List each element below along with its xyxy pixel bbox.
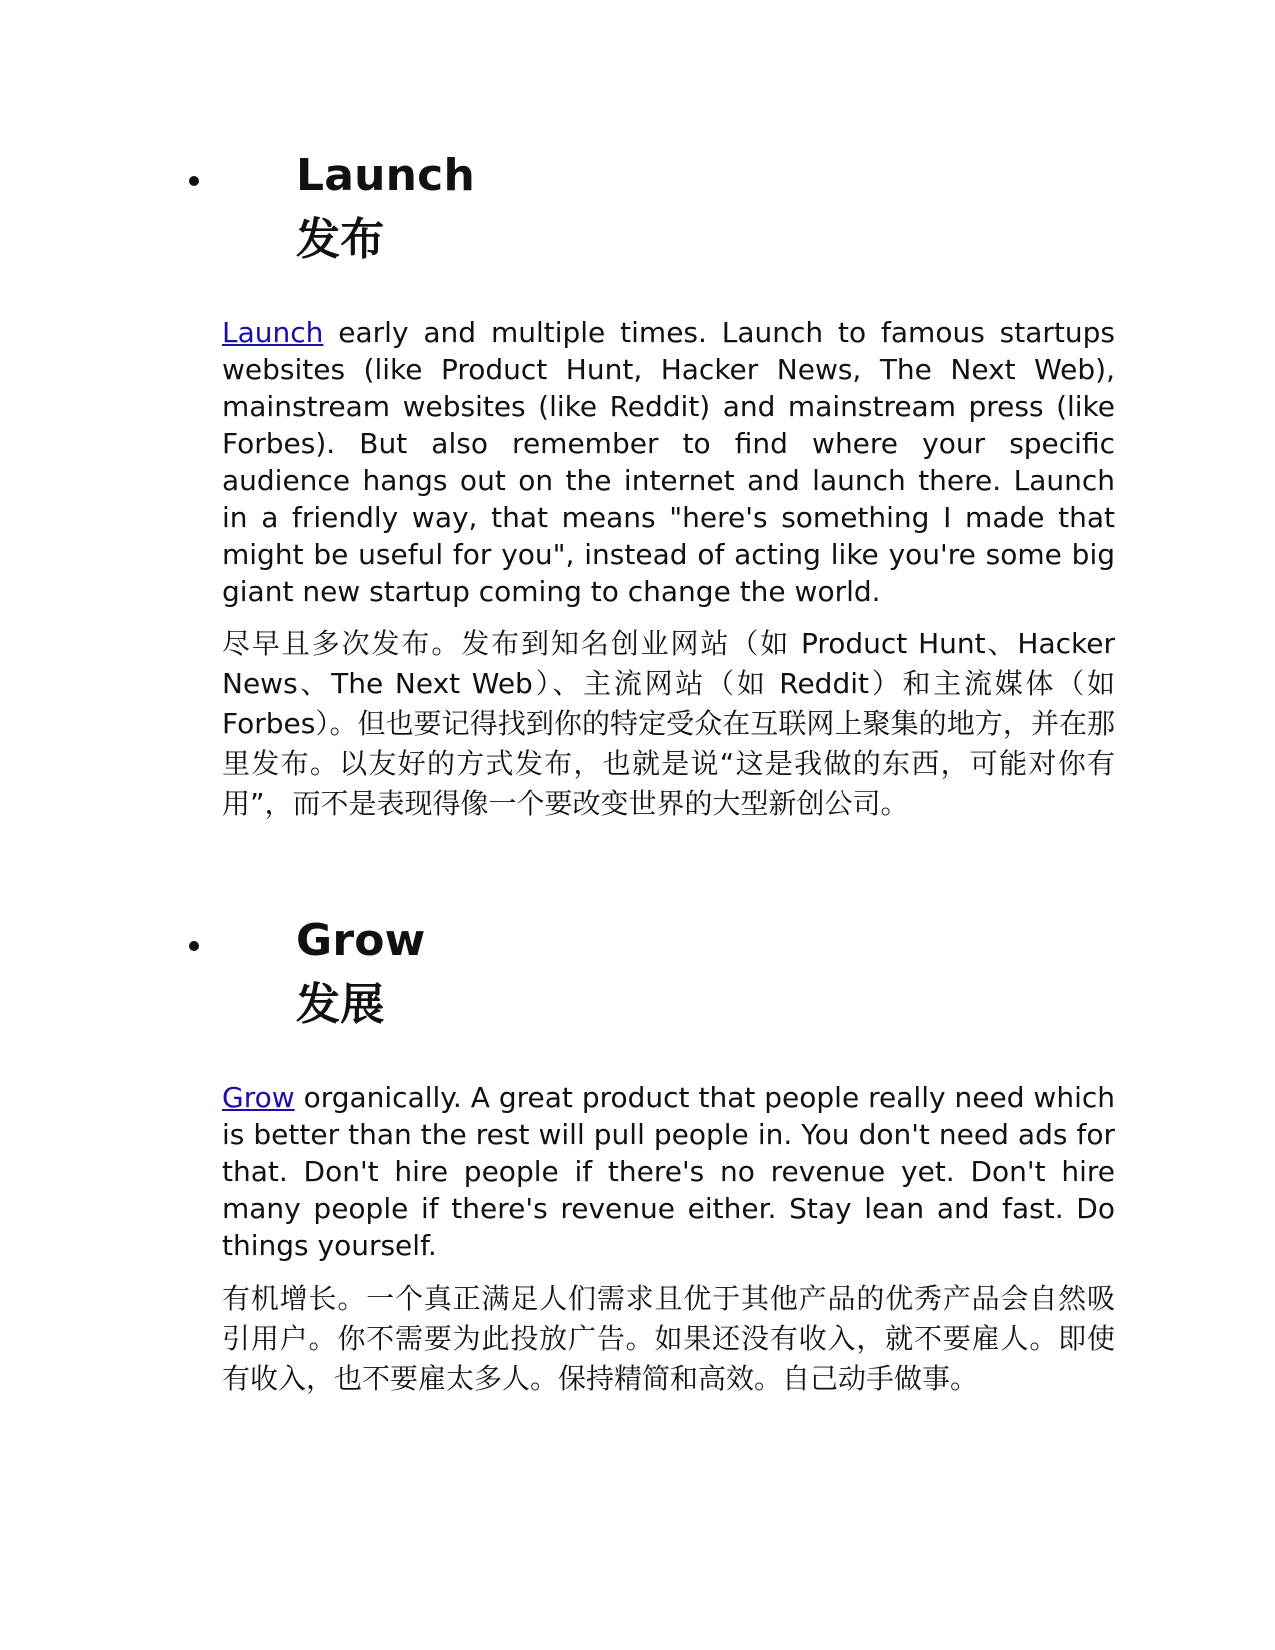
- paragraph-chinese: 有机增长。一个真正满足人们需求且优于其他产品的优秀产品会自然吸引用户。你不需要为此投放广告。如果还没有收入，就不要雇人。即使有收入，也不要雇太多人。保持精简和高效。自己动手做事。: [222, 1282, 1115, 1395]
- paragraph-english: [222, 314, 1115, 610]
- paragraph-english: [222, 1079, 1115, 1264]
- section-heading: [296, 144, 475, 272]
- grow-link[interactable]: Grow: [222, 1081, 295, 1114]
- heading-english: Launch: [296, 150, 475, 201]
- bullet-icon: [189, 941, 199, 951]
- heading-chinese: 发布: [296, 214, 385, 265]
- bullet-icon: [189, 176, 199, 186]
- heading-chinese: 发展: [296, 979, 385, 1030]
- section-heading: [296, 909, 426, 1037]
- paragraph-text: early and multiple times. Launch to famous startups websites (like Product Hunt, Hacker News, The Next Web), mainstream websites (like Reddit) and mainstream press (like Forbes). But also remember to find where your specific audience hangs out on the internet and launch there. Launch in a friendly way, that means "here's something I made that might be useful for you", instead of acting like you're some big giant new startup coming to change the world.: [222, 316, 1115, 608]
- paragraph-chinese: 尽早且多次发布。发布到知名创业网站（如 Product Hunt、Hacker News、The Next Web）、主流网站（如 Reddit）和主流媒体（如 Forbes）。但也要记得找到你的特定受众在互联网上聚集的地方，并在那里发布。以友好的方式发布，也就是说“这是我做的东西，可能对你有用”，而不是表现得像一个要改变世界的大型新创公司。: [222, 627, 1115, 820]
- heading-english: Grow: [296, 915, 426, 966]
- paragraph-text: organically. A great product that people really need which is better than the rest will pull people in. You don't need ads for that. Don't hire people if there's no revenue yet. Don't hire many people if there's revenue either. Stay lean and fast. Do things yourself.: [222, 1081, 1115, 1262]
- launch-link[interactable]: Launch: [222, 316, 324, 349]
